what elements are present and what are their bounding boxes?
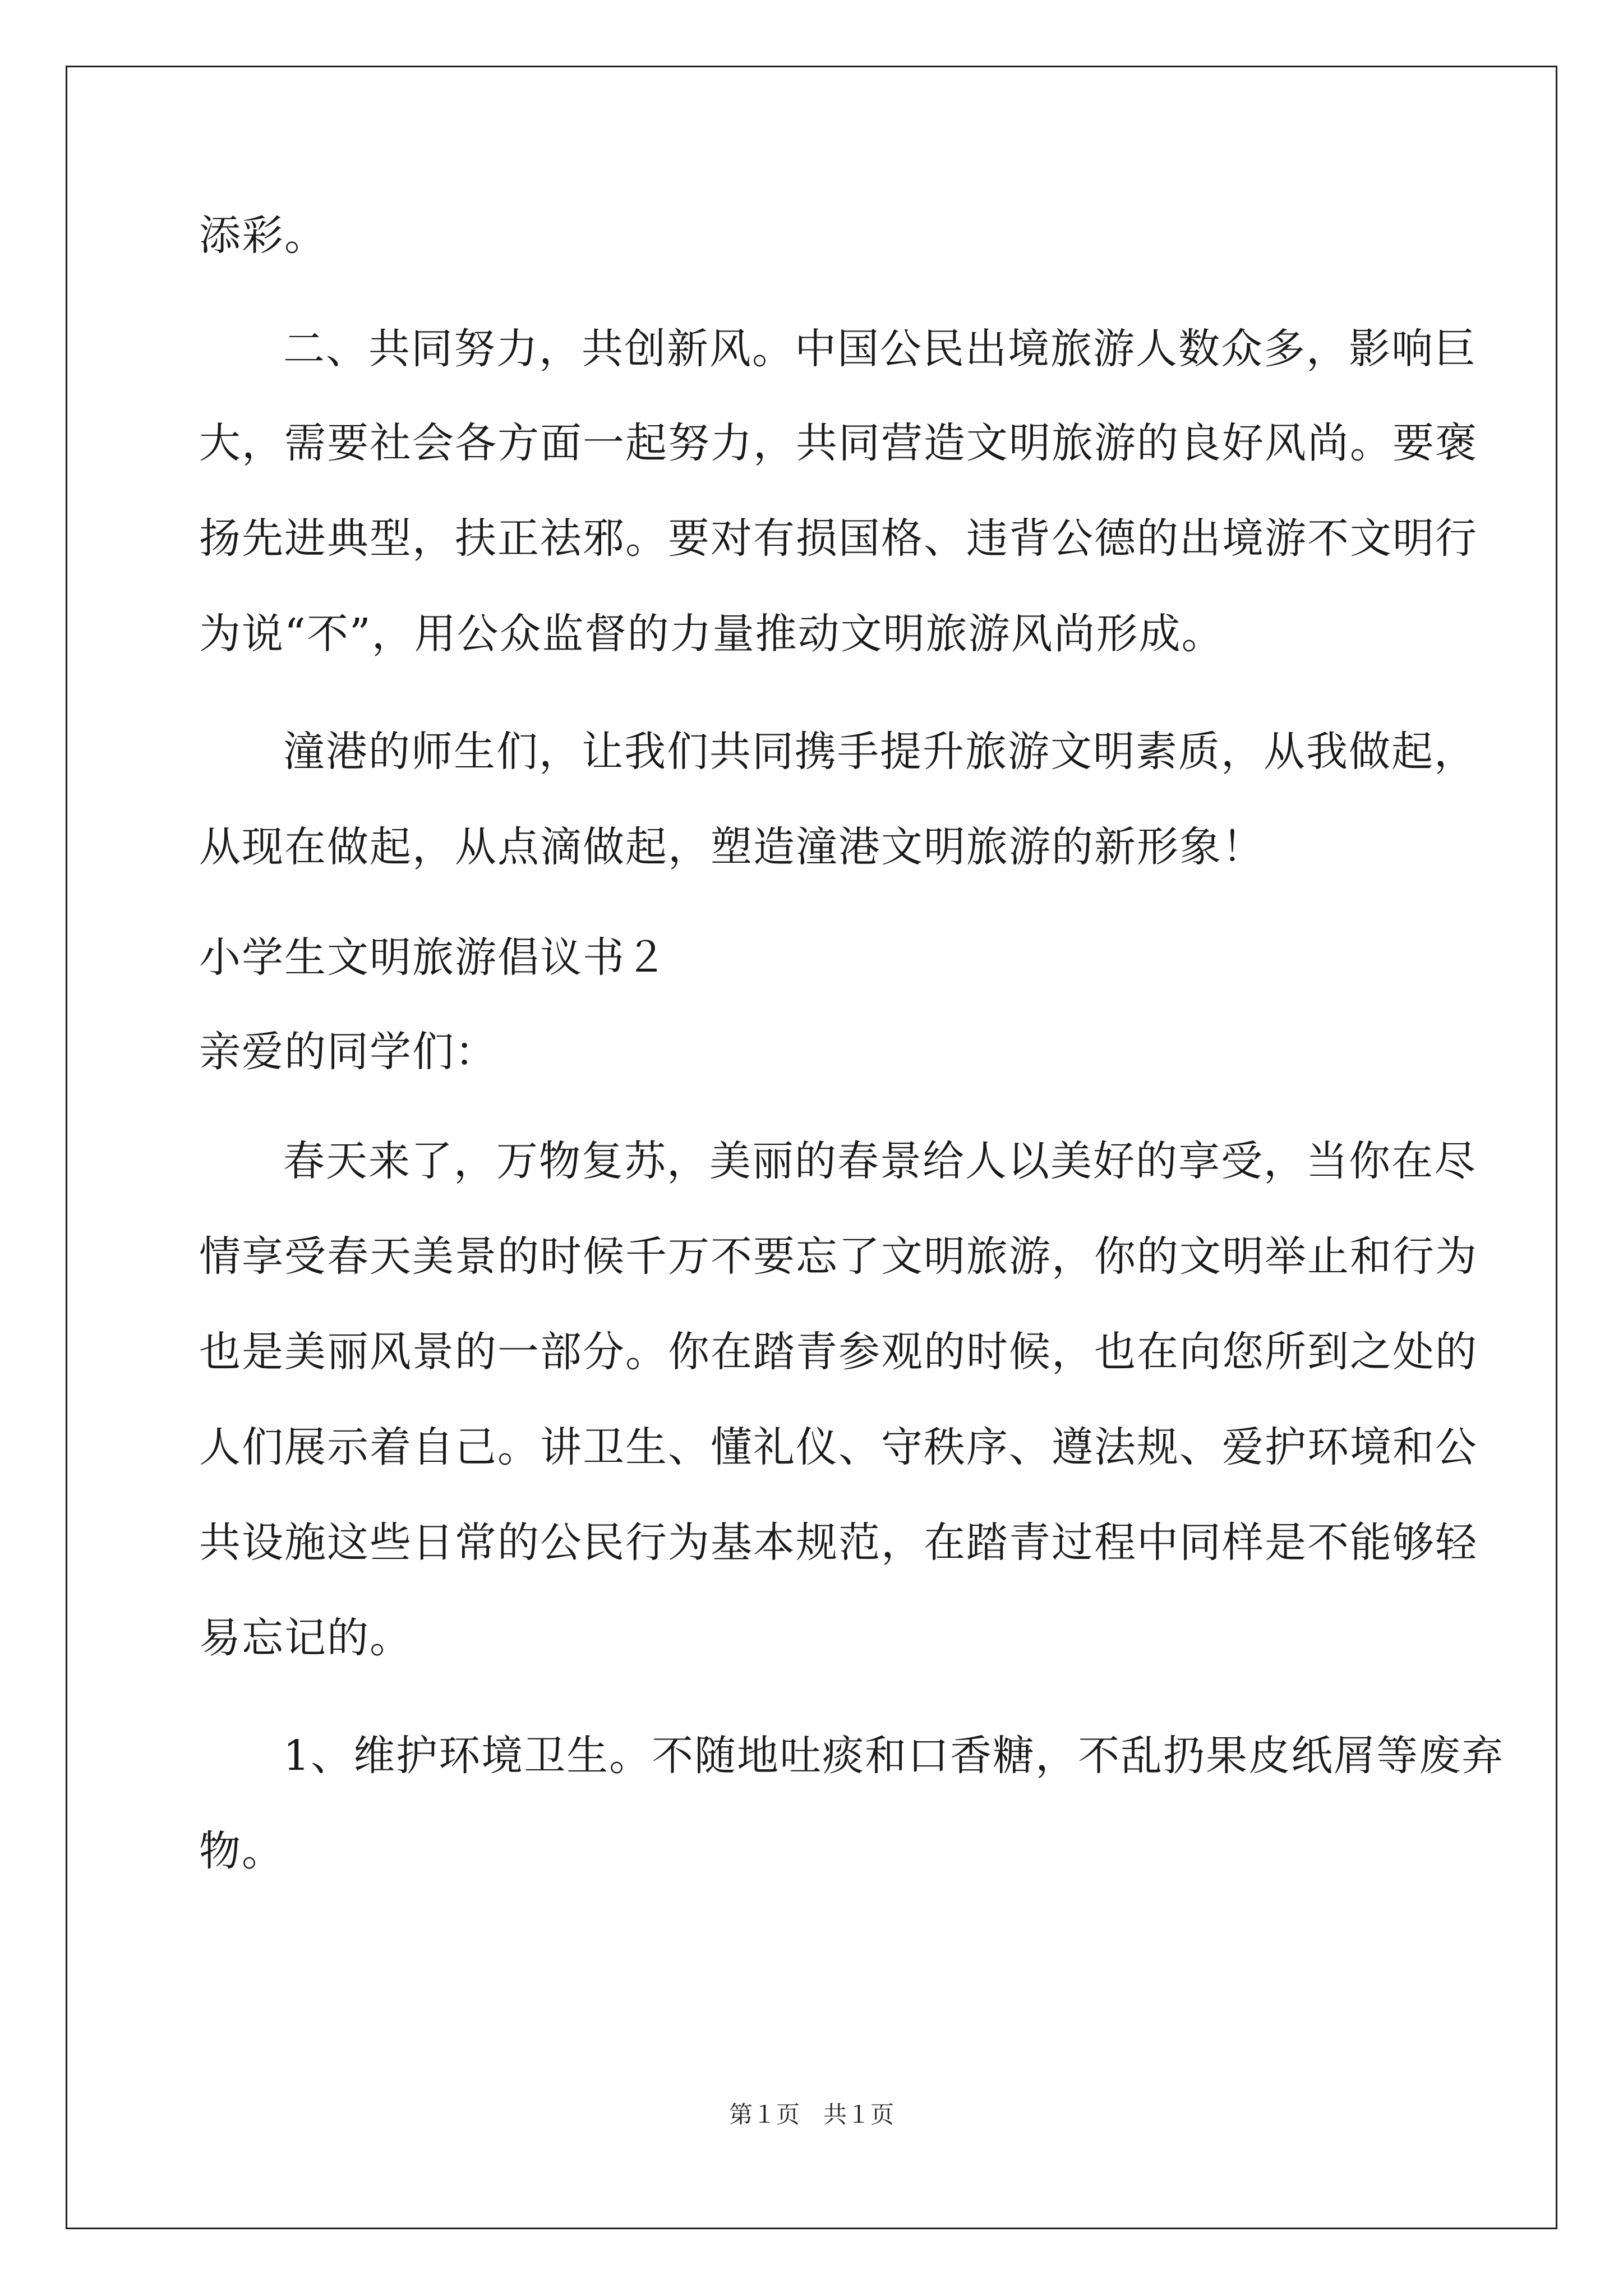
paragraph-line: 人们展示着自己。讲卫生、懂礼仪、守秩序、遵法规、爱护环境和公 [199,1423,1478,1471]
paragraph-line: 共设施这些日常的公民行为基本规范，在踏青过程中同样是不能够轻 [199,1519,1478,1567]
paragraph-line: 物。 [199,1827,284,1875]
paragraph-line: 大，需要社会各方面一起努力，共同营造文明旅游的良好风尚。要褒 [199,419,1478,467]
paragraph-line: 也是美丽风景的一部分。你在踏青参观的时候，也在向您所到之处的 [199,1328,1478,1376]
salutation: 亲爱的同学们： [199,1028,497,1076]
paragraph-line: 为说“不”，用公众监督的力量推动文明旅游风尚形成。 [199,610,1224,658]
page-number-footer: 第１页 共１页 [728,2101,894,2128]
paragraph-line: 潼港的师生们，让我们共同携手提升旅游文明素质，从我做起， [283,728,1477,776]
paragraph-line: 春天来了，万物复苏，美丽的春景给人以美好的享受，当你在尽 [283,1137,1477,1185]
paragraph-line: 情享受春天美景的时候千万不要忘了文明旅游，你的文明举止和行为 [199,1232,1478,1281]
paragraph-line: 易忘记的。 [199,1614,412,1662]
paragraph-line: 添彩。 [199,211,327,260]
paragraph-line: 从现在做起，从点滴做起，塑造潼港文明旅游的新形象！ [199,823,1265,871]
paragraph-line: 二、共同努力，共创新风。中国公民出境旅游人数众多，影响巨 [283,325,1477,373]
paragraph-line: 扬先进典型，扶正祛邪。要对有损国格、违背公德的出境游不文明行 [199,514,1478,563]
section-heading: 小学生文明旅游倡议书２ [199,933,668,982]
paragraph-line: 1、维护环境卫生。不随地吐痰和口香糖，不乱扔果皮纸屑等废弃 [283,1732,1505,1780]
